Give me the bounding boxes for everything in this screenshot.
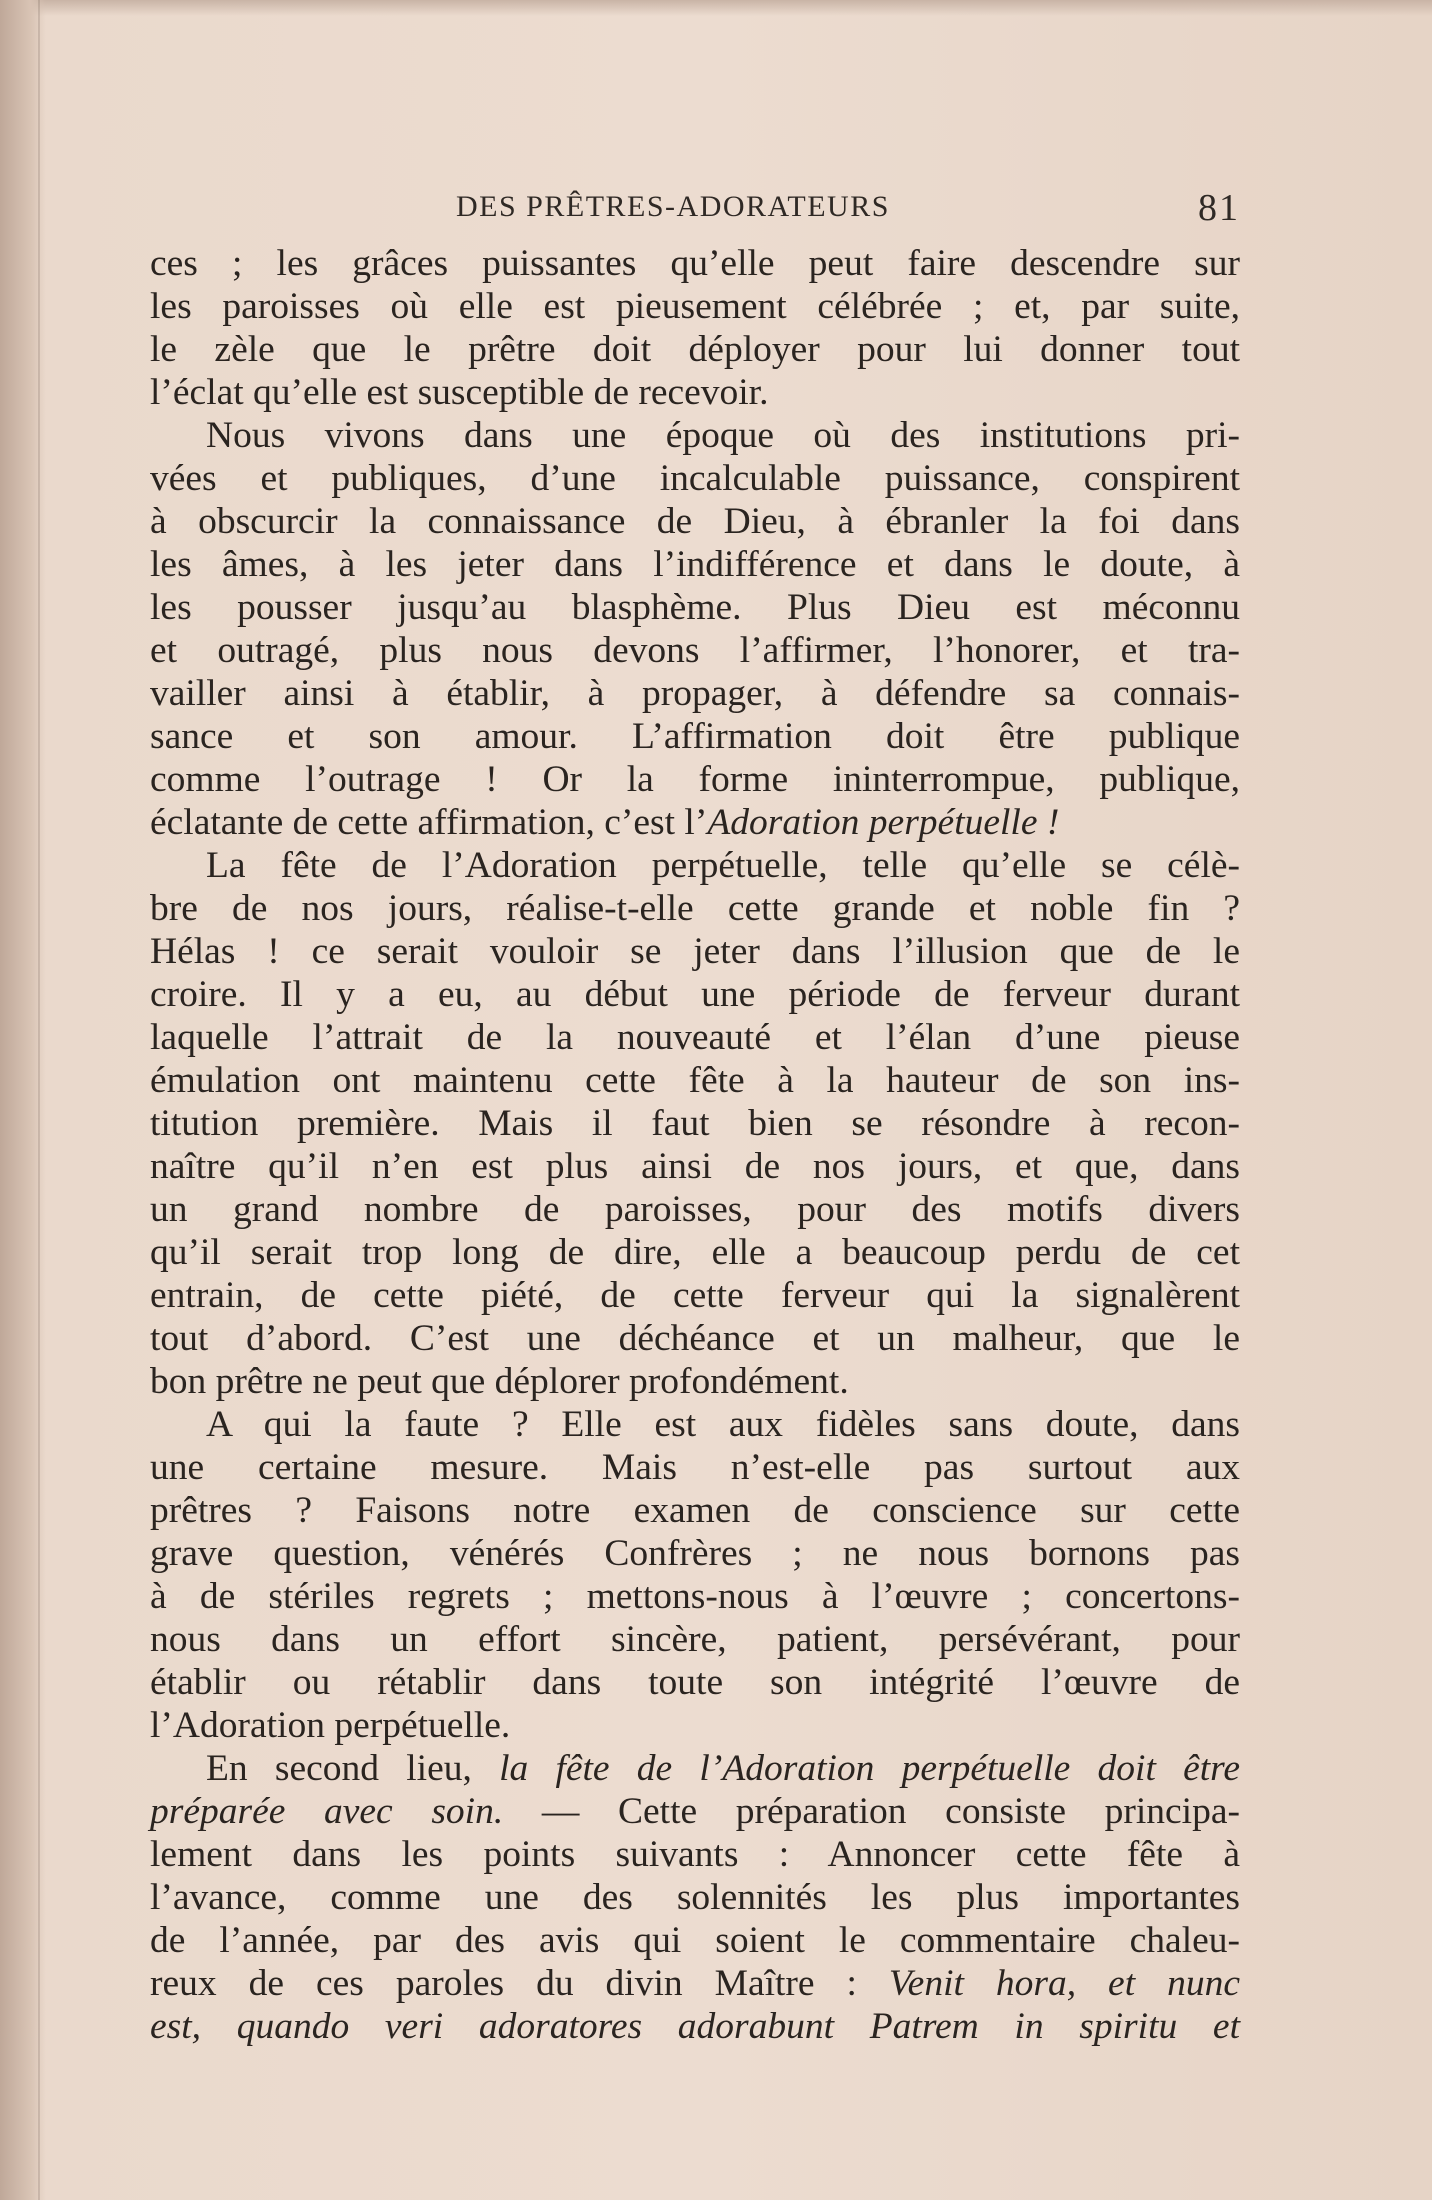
line-text: Hélas ! ce serait vouloir se jeter dans l’illusion que de le: [150, 931, 1240, 972]
text-line: [150, 1704, 1240, 1747]
text-line: [150, 371, 1240, 414]
line-text: et outragé, plus nous devons l’affirmer, l’honorer, et tra-: [150, 630, 1240, 671]
text-line: [150, 1747, 1240, 1790]
text-line: [150, 887, 1240, 930]
text-line: [150, 457, 1240, 500]
line-text: La fête de l’Adoration perpétuelle, telle qu’elle se célè-: [206, 845, 1240, 886]
text-line: [150, 1876, 1240, 1919]
line-text: bre de nos jours, réalise-t-elle cette grande et noble fin ?: [150, 888, 1240, 929]
text-line: [150, 242, 1240, 285]
line-text: prêtres ? Faisons notre examen de conscience sur cette: [150, 1490, 1240, 1531]
running-head: [150, 186, 1240, 236]
line-text: de l’année, par des avis qui soient le commentaire chaleu-: [150, 1920, 1240, 1961]
line-text: naître qu’il n’en est plus ainsi de nos jours, et que, dans: [150, 1146, 1240, 1187]
text-line: [150, 1833, 1240, 1876]
text-line: [150, 1489, 1240, 1532]
body-text: [150, 242, 1240, 2048]
line-text: laquelle l’attrait de la nouveauté et l’élan d’une pieuse: [150, 1017, 1240, 1058]
line-text: vailler ainsi à établir, à propager, à défendre sa connais-: [150, 673, 1240, 714]
text-line: [150, 672, 1240, 715]
text-line: [150, 629, 1240, 672]
running-title: DES PRÊTRES-ADORATEURS: [456, 190, 890, 223]
line-text: l’Adoration perpétuelle.: [150, 1705, 511, 1746]
text-line: [150, 1274, 1240, 1317]
line-text: l’avance, comme une des solennités les plus importantes: [150, 1877, 1240, 1918]
text-line: [150, 1532, 1240, 1575]
text-line: [150, 1145, 1240, 1188]
text-line: [150, 1188, 1240, 1231]
text-line: [150, 758, 1240, 801]
line-text: éclatante de cette affirmation, c’est l’: [150, 802, 708, 843]
text-line: [150, 1360, 1240, 1403]
line-italic-text: Adoration perpétuelle !: [707, 802, 1060, 843]
line-text: bon prêtre ne peut que déplorer profondément.: [150, 1361, 849, 1402]
text-line: [150, 715, 1240, 758]
text-line: [150, 1231, 1240, 1274]
text-line: [150, 930, 1240, 973]
line-text: En second lieu,: [206, 1748, 500, 1789]
text-line: [150, 1618, 1240, 1661]
line-text: une certaine mesure. Mais n’est-elle pas surtout aux: [150, 1447, 1240, 1488]
line-text: établir ou rétablir dans toute son intégrité l’œuvre de: [150, 1662, 1240, 1703]
gutter-line: [38, 0, 40, 2200]
text-line: [150, 328, 1240, 371]
line-text: qu’il serait trop long de dire, elle a beaucoup perdu de cet: [150, 1232, 1240, 1273]
text-line: [150, 543, 1240, 586]
text-line: [150, 500, 1240, 543]
text-line: [150, 1790, 1240, 1833]
text-line: [150, 285, 1240, 328]
page-number: 81: [1198, 187, 1240, 229]
line-text: l’éclat qu’elle est susceptible de recevoir.: [150, 372, 769, 413]
line-text: A qui la faute ? Elle est aux fidèles sans doute, dans: [206, 1404, 1240, 1445]
line-text: les âmes, à les jeter dans l’indifférence et dans le doute, à: [150, 544, 1240, 585]
text-line: [150, 1102, 1240, 1145]
text-line: [150, 414, 1240, 457]
line-text: les pousser jusqu’au blasphème. Plus Dieu est méconnu: [150, 587, 1240, 628]
line-text: un grand nombre de paroisses, pour des motifs divers: [150, 1189, 1240, 1230]
text-line: [150, 801, 1240, 844]
line-text: émulation ont maintenu cette fête à la hauteur de son ins-: [150, 1060, 1240, 1101]
line-text: grave question, vénérés Confrères ; ne nous bornons pas: [150, 1533, 1240, 1574]
text-line: [150, 586, 1240, 629]
text-line: [150, 844, 1240, 887]
line-italic-text: la fête de l’Adoration perpétuelle doit être: [499, 1748, 1240, 1789]
text-line: [150, 1962, 1240, 2005]
line-text: les paroisses où elle est pieusement célébrée ; et, par suite,: [150, 286, 1240, 327]
text-line: [150, 1919, 1240, 1962]
line-text: nous dans un effort sincère, patient, persévérant, pour: [150, 1619, 1240, 1660]
line-text: croire. Il y a eu, au début une période de ferveur durant: [150, 974, 1240, 1015]
line-text: le zèle que le prêtre doit déployer pour lui donner tout: [150, 329, 1240, 370]
text-line: [150, 1575, 1240, 1618]
text-line: [150, 1317, 1240, 1360]
line-text: tout d’abord. C’est une déchéance et un malheur, que le: [150, 1318, 1240, 1359]
text-line: [150, 1661, 1240, 1704]
line-text: titution première. Mais il faut bien se résondre à recon-: [150, 1103, 1240, 1144]
line-text: reux de ces paroles du divin Maître :: [150, 1963, 889, 2004]
line-italic-text: Venit hora, et nunc: [888, 1963, 1240, 2004]
line-text-continued: — Cette préparation consiste principa-: [503, 1791, 1240, 1832]
line-italic-text: préparée avec soin.: [150, 1791, 504, 1832]
line-text: lement dans les points suivants : Annoncer cette fête à: [150, 1834, 1240, 1875]
line-text: sance et son amour. L’affirmation doit être publique: [150, 716, 1240, 757]
line-text: vées et publiques, d’une incalculable puissance, conspirent: [150, 458, 1240, 499]
line-text: comme l’outrage ! Or la forme ininterrompue, publique,: [150, 759, 1240, 800]
text-line: [150, 2005, 1240, 2048]
text-line: [150, 973, 1240, 1016]
line-text: entrain, de cette piété, de cette ferveur qui la signalèrent: [150, 1275, 1240, 1316]
text-line: [150, 1403, 1240, 1446]
text-line: [150, 1446, 1240, 1489]
line-italic-text: est, quando veri adoratores adorabunt Patrem in spiritu et: [150, 2006, 1240, 2047]
line-text: à obscurcir la connaissance de Dieu, à ébranler la foi dans: [150, 501, 1240, 542]
line-text: ces ; les grâces puissantes qu’elle peut faire descendre sur: [150, 243, 1240, 284]
text-line: [150, 1016, 1240, 1059]
line-text: Nous vivons dans une époque où des institutions pri-: [206, 415, 1240, 456]
top-edge-shadow: [0, 0, 1432, 16]
text-line: [150, 1059, 1240, 1102]
line-text: à de stériles regrets ; mettons-nous à l’œuvre ; concertons-: [150, 1576, 1240, 1617]
